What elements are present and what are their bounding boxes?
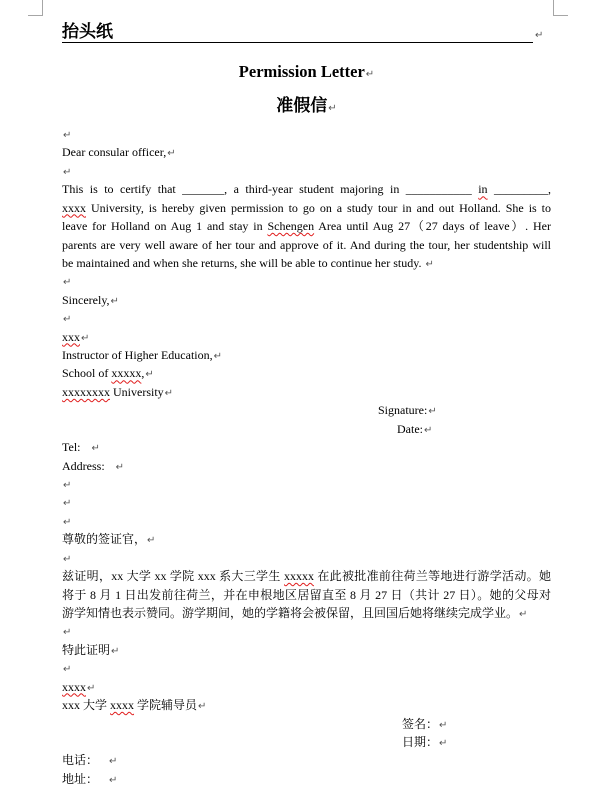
english-address-line bbox=[62, 457, 551, 475]
english-signature-label: Signature: bbox=[378, 403, 428, 418]
paragraph-mark: ↵ bbox=[365, 69, 375, 80]
chinese-date-label: 日期： bbox=[402, 734, 439, 749]
english-signature-line bbox=[62, 401, 551, 419]
english-school bbox=[62, 364, 551, 382]
paragraph-mark: ↵ bbox=[424, 424, 433, 436]
english-body-text: leave for Holland on Aug 1 and stay in bbox=[62, 219, 268, 234]
english-date-line bbox=[62, 420, 551, 438]
english-body-text: be maintained and when she returns, she will be able to continue her study. bbox=[62, 255, 425, 270]
english-tel-label: Tel: bbox=[62, 440, 81, 455]
english-date-label: Date: bbox=[397, 421, 423, 436]
chinese-closing-text: 特此证明 bbox=[62, 642, 111, 657]
crop-mark-top-right-vertical bbox=[553, 0, 554, 15]
paragraph-mark: ↵ bbox=[111, 645, 120, 657]
chinese-body-text: 将于 8 月 1 日出发前往荷兰，并在申根地区居留直至 8 月 27 日（共计 27 日）。她的父母对 bbox=[62, 587, 551, 602]
english-body-text: University, is hereby given permission to go on a study tour in and out Holland. She is to bbox=[86, 200, 551, 215]
english-signer-title bbox=[62, 346, 551, 364]
paragraph-mark: ↵ bbox=[63, 627, 72, 639]
english-tel-line bbox=[62, 438, 551, 456]
chinese-signer-title-text: 学院辅导员 bbox=[134, 698, 198, 713]
paragraph-mark: ↵ bbox=[164, 387, 174, 399]
paragraph-mark: ↵ bbox=[110, 295, 119, 307]
letterhead-title: 抬头纸 bbox=[62, 22, 113, 41]
english-body-line bbox=[62, 180, 551, 198]
paragraph-mark: ↵ bbox=[109, 756, 118, 768]
chinese-body-text: 兹证明，xx 大学 xx 学院 xxx 系大三学生 bbox=[62, 569, 284, 584]
spellcheck-flagged-word: Schengen bbox=[267, 219, 315, 234]
paragraph-mark: ↵ bbox=[439, 719, 448, 731]
chinese-address-line bbox=[62, 770, 551, 788]
english-university-text: University bbox=[110, 384, 164, 399]
paragraph-mark: ↵ bbox=[63, 130, 72, 141]
chinese-tel-label: 电话： bbox=[62, 753, 99, 768]
chinese-signature-label: 签名： bbox=[402, 716, 439, 731]
paragraph-mark: ↵ bbox=[213, 351, 223, 363]
paragraph-mark: ↵ bbox=[535, 30, 544, 41]
paragraph-mark: ↵ bbox=[63, 664, 72, 676]
empty-paragraph bbox=[62, 125, 551, 143]
chinese-signature-line bbox=[62, 715, 551, 733]
paragraph-mark: ↵ bbox=[167, 148, 176, 160]
chinese-signer-title-text: xxx 大学 bbox=[62, 698, 111, 713]
chinese-tel-line bbox=[62, 751, 551, 769]
paragraph-mark: ↵ bbox=[63, 277, 72, 289]
english-salutation-text: Dear consular officer, bbox=[62, 145, 167, 160]
english-body-text: parents are very well aware of her tour and approve of it. And during the tour, her studentship will bbox=[62, 237, 551, 252]
english-body-line bbox=[62, 236, 551, 254]
english-salutation bbox=[62, 143, 551, 161]
spellcheck-flagged-word: xxx bbox=[62, 329, 80, 344]
letterhead bbox=[62, 22, 533, 43]
paragraph-mark: ↵ bbox=[87, 682, 96, 694]
paragraph-mark: ↵ bbox=[147, 535, 156, 547]
english-school-text: , bbox=[141, 366, 145, 381]
english-address-label: Address: bbox=[62, 458, 105, 473]
english-body-text: This is to certify that _______, a third-year student majoring in ___________ bbox=[62, 182, 479, 197]
paragraph-mark: ↵ bbox=[63, 314, 72, 326]
paragraph-mark: ↵ bbox=[425, 258, 434, 270]
chinese-salutation-text: 尊敬的签证官， bbox=[62, 532, 147, 547]
empty-paragraph bbox=[62, 162, 551, 180]
paragraph-mark: ↵ bbox=[63, 553, 72, 565]
crop-mark-top-left-horizontal bbox=[28, 15, 43, 16]
empty-paragraph bbox=[62, 659, 551, 677]
letter-body bbox=[62, 125, 551, 788]
english-body-line bbox=[62, 199, 551, 217]
paragraph-mark: ↵ bbox=[91, 443, 100, 455]
paragraph-mark: ↵ bbox=[63, 166, 72, 178]
spellcheck-flagged-word: xxxxxxxx bbox=[62, 384, 110, 399]
spellcheck-flagged-word: xxxxx bbox=[284, 569, 314, 584]
chinese-body-line bbox=[62, 567, 551, 585]
title-chinese-text: 准假信 bbox=[276, 96, 328, 115]
spellcheck-flagged-word: xxxxx bbox=[111, 366, 142, 381]
paragraph-mark: ↵ bbox=[198, 701, 207, 713]
english-signer-name bbox=[62, 328, 551, 346]
paragraph-mark: ↵ bbox=[63, 516, 72, 528]
paragraph-mark: ↵ bbox=[63, 498, 72, 510]
english-body-text: _________, bbox=[487, 182, 552, 197]
chinese-body-text: 游学知情也表示赞同。游学期间，她的学籍将会被保留，且回国后她将继续完成学业。 bbox=[62, 605, 519, 620]
empty-paragraph bbox=[62, 272, 551, 290]
spellcheck-flagged-word: in bbox=[478, 182, 488, 197]
paragraph-mark: ↵ bbox=[81, 332, 90, 344]
chinese-closing bbox=[62, 641, 551, 659]
crop-mark-top-right-horizontal bbox=[553, 15, 568, 16]
empty-paragraph bbox=[62, 549, 551, 567]
english-closing-text: Sincerely, bbox=[62, 292, 110, 307]
english-signer-title-text: Instructor of Higher Education, bbox=[62, 348, 213, 363]
chinese-address-label: 地址： bbox=[62, 771, 99, 786]
english-closing bbox=[62, 291, 551, 309]
title-english-text: Permission Letter bbox=[238, 62, 365, 81]
spellcheck-flagged-word: xxxx bbox=[110, 698, 135, 713]
chinese-date-line bbox=[62, 733, 551, 751]
title-english bbox=[62, 61, 551, 86]
chinese-body-line bbox=[62, 604, 551, 622]
chinese-body-text: 在此被批准前往荷兰等地进行游学活动。她 bbox=[314, 569, 551, 584]
title-chinese bbox=[62, 95, 551, 120]
empty-paragraph bbox=[62, 309, 551, 327]
chinese-salutation bbox=[62, 530, 551, 548]
paragraph-mark: ↵ bbox=[439, 737, 448, 749]
chinese-signer-name bbox=[62, 678, 551, 696]
paragraph-mark: ↵ bbox=[328, 103, 337, 114]
spellcheck-flagged-word: xxxx bbox=[62, 679, 86, 694]
english-body-line bbox=[62, 217, 551, 235]
english-body-text: Area until Aug 27（27 days of leave）. Her bbox=[314, 219, 552, 234]
empty-paragraph bbox=[62, 622, 551, 640]
crop-mark-top-left-vertical bbox=[42, 0, 43, 15]
spellcheck-flagged-word: xxxx bbox=[62, 200, 86, 215]
empty-paragraph bbox=[62, 493, 551, 511]
empty-paragraph bbox=[62, 512, 551, 530]
paragraph-mark: ↵ bbox=[109, 774, 118, 786]
english-body-line bbox=[62, 254, 551, 272]
paragraph-mark: ↵ bbox=[428, 406, 437, 418]
empty-paragraph bbox=[62, 475, 551, 493]
paragraph-mark: ↵ bbox=[145, 369, 154, 381]
english-university bbox=[62, 383, 551, 401]
paragraph-mark: ↵ bbox=[63, 480, 72, 492]
paragraph-mark: ↵ bbox=[519, 608, 528, 620]
chinese-signer-title bbox=[62, 696, 551, 714]
paragraph-mark: ↵ bbox=[115, 461, 125, 473]
english-school-text: School of bbox=[62, 366, 112, 381]
chinese-body-line bbox=[62, 586, 551, 604]
